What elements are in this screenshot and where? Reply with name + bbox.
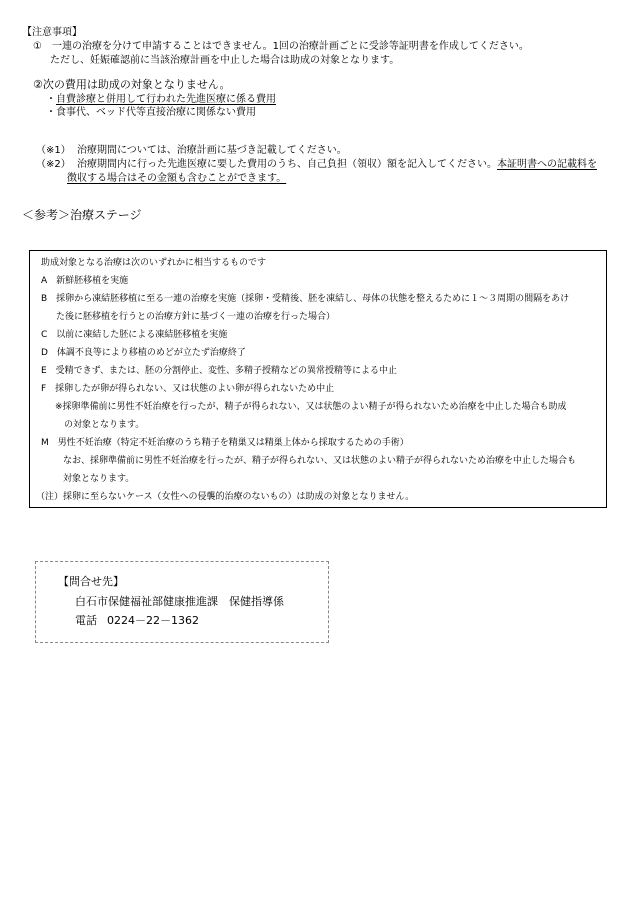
stage-b-line-1: B 採卵から凍結胚移植に至る一連の治療を実施（採卵・受精後、胚を凍結し、母体の状態を整えるために１～３周期の間隔をあけ — [41, 294, 570, 304]
note-item-1-line-1: ① 一連の治療を分けて申請することはできません。1回の治療計画ごとに受診等証明書を作成してください。 — [33, 41, 529, 52]
remark-2-plain: 治療期間内に行った先進医療に要した費用のうち、自己負担（領収）額を記入してください。 — [77, 159, 497, 170]
note-item-2-heading: ②次の費用は助成の対象となりません。 — [33, 78, 231, 91]
contact-heading: 【問合せ先】 — [58, 575, 124, 588]
stage-c: C 以前に凍結した胚による凍結胚移植を実施 — [41, 330, 228, 340]
stage-a: A 新鮮胚移植を実施 — [41, 276, 129, 286]
stage-b-line-2: た後に胚移植を行うとの治療方針に基づく一連の治療を行った場合） — [56, 312, 336, 322]
reference-title: ＜参考＞治療ステージ — [22, 208, 142, 222]
bullet-underlined-text: 自費診療と併用して行われた先進医療に係る費用 — [56, 94, 276, 105]
note-item-1-line-2: ただし、妊娠確認前に当該治療計画を中止した場合は助成の対象となります。 — [50, 55, 400, 66]
stage-f: F 採卵したが卵が得られない、又は状態のよい卵が得られないため中止 — [41, 384, 335, 394]
phone-label: 電話 — [75, 614, 97, 627]
remark-1-mark: （※1） — [36, 145, 71, 156]
remark-2-text — [77, 158, 597, 171]
stage-d: D 体調不良等により移植のめどが立たず治療終了 — [41, 348, 246, 358]
notes-heading: 【注意事項】 — [22, 27, 82, 38]
remark-2-mark: （※2） — [36, 159, 71, 170]
stage-footnote: （注）採卵に至らないケース（女性への侵襲的治療のないもの）は助成の対象となりません。 — [36, 492, 415, 502]
stage-e: E 受精できず、または、胚の分割停止、変性、多精子授精などの異常授精等による中止 — [41, 366, 397, 376]
stage-f-note-line-1: ※採卵準備前に男性不妊治療を行ったが、精子が得られない、又は状態のよい精子が得られないため治療を中止した場合も助成 — [55, 402, 567, 412]
bullet-prefix: ・ — [46, 94, 56, 105]
contact-department: 白石市保健福祉部健康推進課 保健指導係 — [75, 595, 284, 608]
contact-phone — [75, 614, 199, 628]
stage-m-line-3: 対象となります。 — [63, 474, 135, 484]
treatment-stage-box — [29, 250, 607, 508]
stage-f-note-line-2: の対象となります。 — [64, 420, 145, 430]
note-item-2-bullet-2: ・食事代、ベッド代等直接治療に関係ない費用 — [46, 107, 256, 118]
remark-1-text: 治療期間については、治療計画に基づき記載してください。 — [77, 145, 347, 156]
stage-m-line-1: M 男性不妊治療（特定不妊治療のうち精子を精巣又は精巣上体から採取するための手術） — [41, 438, 409, 448]
stage-intro: 助成対象となる治療は次のいずれかに相当するものです — [41, 258, 267, 268]
note-item-2-bullet-1 — [46, 93, 276, 106]
remark-2-underlined-1: 本証明書への記載料を — [497, 159, 597, 170]
stage-m-line-2: なお、採卵準備前に男性不妊治療を行ったが、精子が得られない、又は状態のよい精子が得られないため治療を中止した場合も — [63, 456, 577, 466]
remark-2-underlined-2: 徴収する場合はその金額も含むことができます。 — [67, 173, 287, 184]
phone-number: 0224－22－1362 — [107, 614, 199, 627]
